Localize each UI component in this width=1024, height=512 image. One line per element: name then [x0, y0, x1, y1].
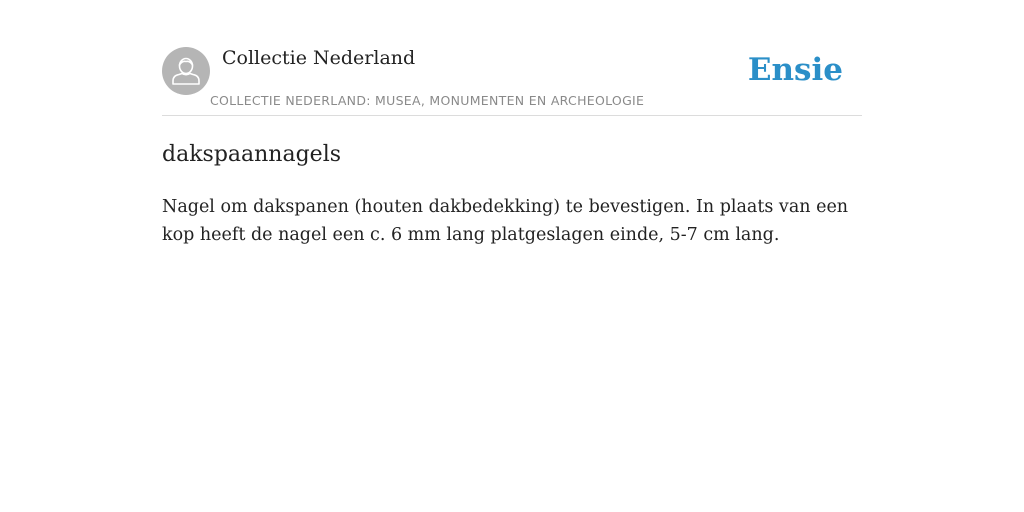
entry-definition: Nagel om dakspanen (houten dakbedekking) te bevestigen. In plaats van een kop heeft de nagel een c. 6 mm lang platgeslagen einde, 5-7 cm lang.: [162, 197, 849, 245]
avatar[interactable]: [162, 47, 210, 95]
entry-term: dakspaannagels: [162, 142, 342, 167]
user-silhouette-icon: [162, 47, 210, 95]
ensie-logo[interactable]: Ensie: [747, 52, 843, 88]
author-link[interactable]: Collectie Nederland: [222, 47, 416, 69]
entry-header: [162, 46, 862, 116]
source-link[interactable]: COLLECTIE NEDERLAND: MUSEA, MONUMENTEN EN ARCHEOLOGIE: [210, 93, 645, 108]
